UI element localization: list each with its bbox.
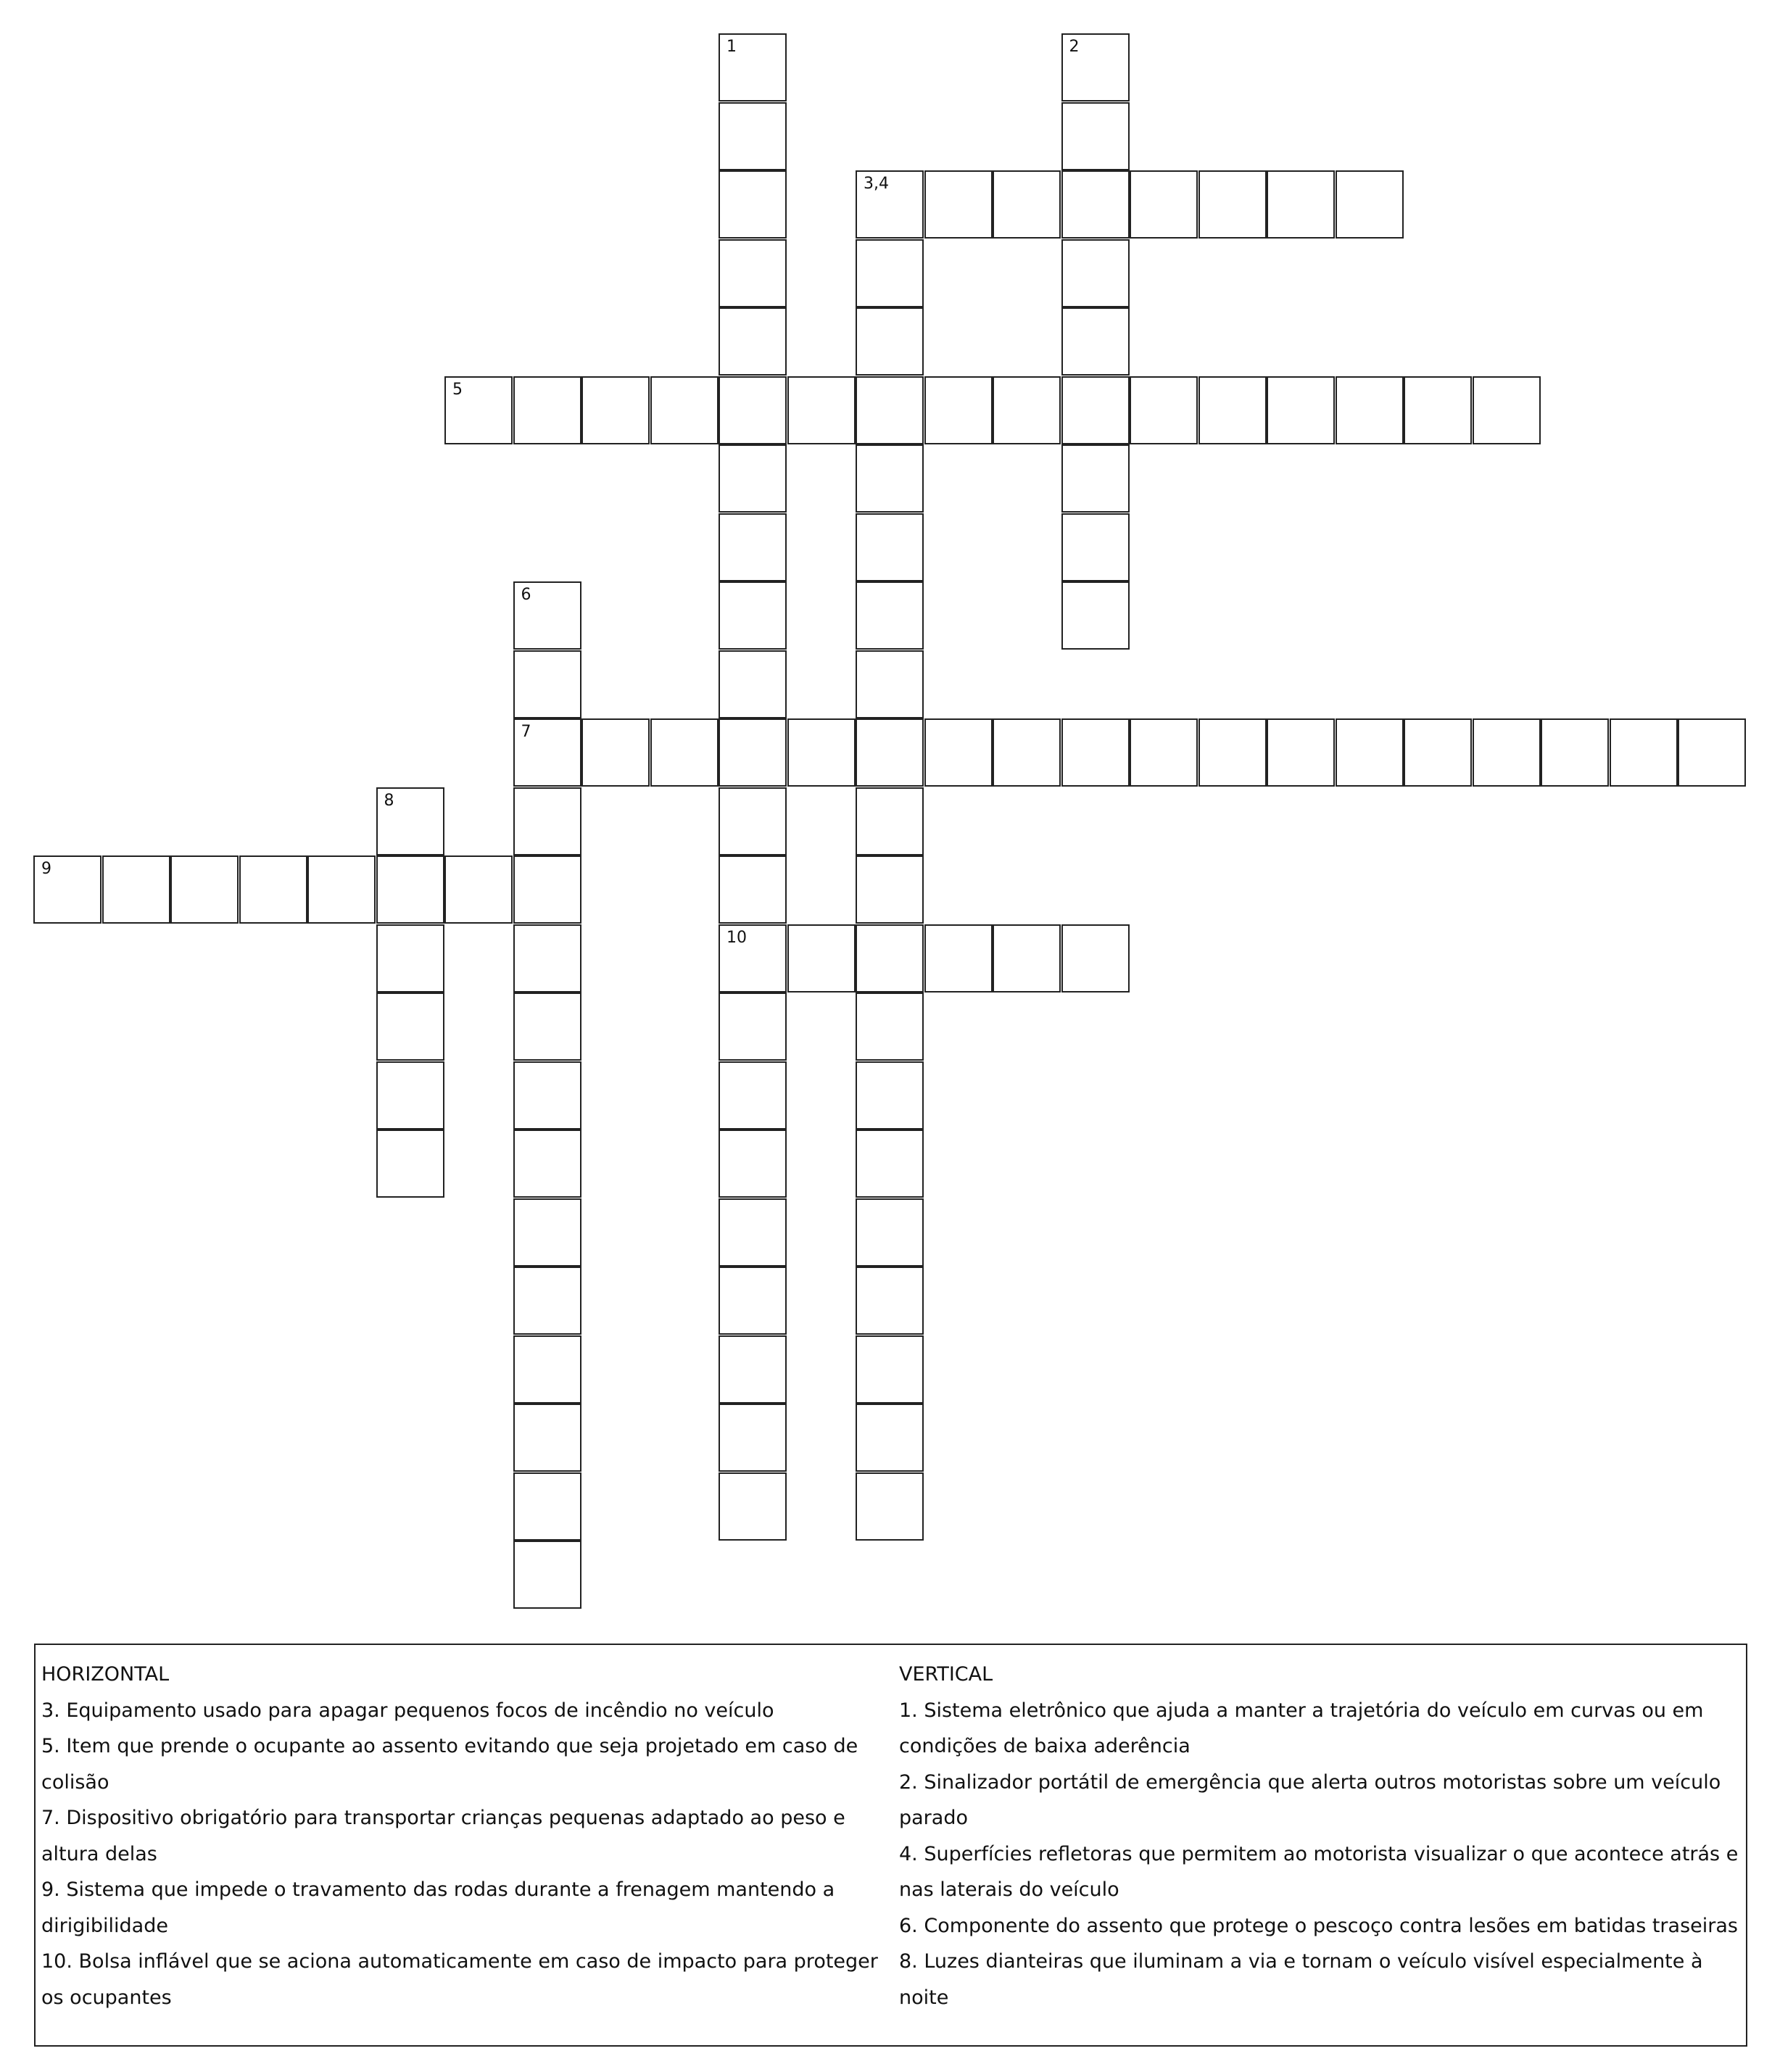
crossword-cell[interactable] <box>307 855 376 924</box>
crossword-cell[interactable] <box>581 718 650 787</box>
clue-line: 1. Sistema eletrônico que ajuda a manter a trajetória do veículo em curvas ou em <box>899 1699 1704 1722</box>
crossword-cell[interactable] <box>856 650 924 718</box>
crossword-cell[interactable] <box>1267 718 1335 787</box>
crossword-cell[interactable] <box>1061 513 1130 581</box>
horizontal-heading: HORIZONTAL <box>41 1663 170 1686</box>
clue-line: 5. Item que prende o ocupante ao assento evitando que seja projetado em caso de <box>41 1735 858 1757</box>
crossword-cell[interactable] <box>993 376 1061 444</box>
crossword-cell[interactable] <box>719 170 787 239</box>
crossword-cell[interactable] <box>856 1198 924 1267</box>
crossword-cell[interactable] <box>719 787 787 855</box>
clue-number: 7 <box>521 723 531 741</box>
clue-line: 3. Equipamento usado para apagar pequenos focos de incêndio no veículo <box>41 1699 774 1722</box>
crossword-cell[interactable] <box>856 993 924 1061</box>
crossword-cell[interactable] <box>787 718 856 787</box>
crossword-cell[interactable] <box>513 650 581 718</box>
crossword-cell[interactable] <box>719 444 787 513</box>
crossword-cell[interactable] <box>376 1130 444 1198</box>
crossword-cell[interactable] <box>856 1130 924 1198</box>
crossword-cell[interactable] <box>513 376 581 444</box>
clue-number: 2 <box>1069 38 1080 56</box>
crossword-cell[interactable] <box>1130 376 1198 444</box>
crossword-cell[interactable] <box>513 993 581 1061</box>
clue-line: 7. Dispositivo obrigatório para transportar crianças pequenas adaptado ao peso e <box>41 1807 845 1829</box>
crossword-cell[interactable] <box>1061 102 1130 170</box>
crossword-cell[interactable] <box>650 718 719 787</box>
crossword-cell[interactable] <box>1061 924 1130 993</box>
crossword-cell[interactable] <box>376 787 444 855</box>
crossword-cell[interactable] <box>513 855 581 924</box>
clue-line: 8. Luzes dianteiras que iluminam a via e tornam o veículo visível especialmente à noite <box>899 1950 1703 2009</box>
crossword-cell[interactable] <box>376 924 444 993</box>
crossword-cell[interactable] <box>581 376 650 444</box>
clue-number: 10 <box>726 928 747 947</box>
crossword-cell[interactable] <box>856 239 924 307</box>
crossword-cell[interactable] <box>719 1061 787 1130</box>
crossword-cell[interactable] <box>1198 718 1267 787</box>
crossword-cell[interactable] <box>513 581 581 650</box>
crossword-cell[interactable] <box>719 376 787 444</box>
crossword-cell[interactable] <box>719 1130 787 1198</box>
clue-line: 10. Bolsa inflável que se aciona automaticamente em caso de impacto para proteger <box>41 1950 878 1973</box>
crossword-cell[interactable] <box>856 1061 924 1130</box>
horizontal-clues <box>41 1657 890 2015</box>
crossword-cell[interactable] <box>719 650 787 718</box>
crossword-cell[interactable] <box>513 1130 581 1198</box>
crossword-cell[interactable] <box>1061 239 1130 307</box>
crossword-cell[interactable] <box>856 376 924 444</box>
crossword-cell[interactable] <box>856 513 924 581</box>
crossword-cell[interactable] <box>719 924 787 993</box>
crossword-cell[interactable] <box>719 307 787 376</box>
clues-box <box>34 1644 1747 2047</box>
crossword-cell[interactable] <box>1061 581 1130 650</box>
crossword-cell[interactable] <box>513 1335 581 1404</box>
crossword-cell[interactable] <box>513 1061 581 1130</box>
clue-line: os ocupantes <box>41 1986 172 2009</box>
crossword-cell[interactable] <box>719 581 787 650</box>
crossword-cell[interactable] <box>719 718 787 787</box>
crossword-cell[interactable] <box>1061 444 1130 513</box>
crossword-cell[interactable] <box>719 1335 787 1404</box>
crossword-cell[interactable] <box>1061 33 1130 101</box>
crossword-cell[interactable] <box>719 855 787 924</box>
crossword-cell[interactable] <box>856 1472 924 1541</box>
clue-number: 6 <box>521 586 531 604</box>
crossword-cell[interactable] <box>719 1267 787 1335</box>
crossword-cell[interactable] <box>924 718 993 787</box>
crossword-cell[interactable] <box>444 376 513 444</box>
vertical-heading: VERTICAL <box>899 1663 993 1686</box>
crossword-cell[interactable] <box>856 1404 924 1472</box>
crossword-cell[interactable] <box>856 581 924 650</box>
clue-line: colisão <box>41 1770 109 1794</box>
crossword-cell[interactable] <box>1473 718 1541 787</box>
crossword-cell[interactable] <box>1541 718 1609 787</box>
crossword-cell[interactable] <box>239 855 307 924</box>
crossword-cell[interactable] <box>719 1472 787 1541</box>
crossword-cell[interactable] <box>1198 376 1267 444</box>
crossword-cell[interactable] <box>376 1061 444 1130</box>
clue-line: nas laterais do veículo <box>899 1878 1119 1901</box>
crossword-cell[interactable] <box>1061 376 1130 444</box>
crossword-cell[interactable] <box>787 924 856 993</box>
crossword-cell[interactable] <box>102 855 170 924</box>
crossword-cell[interactable] <box>1336 718 1404 787</box>
crossword-cell[interactable] <box>33 855 102 924</box>
crossword-cell[interactable] <box>993 718 1061 787</box>
crossword-cell[interactable] <box>856 307 924 376</box>
crossword-cell[interactable] <box>719 513 787 581</box>
crossword-cell[interactable] <box>1678 718 1746 787</box>
crossword-cell[interactable] <box>513 1198 581 1267</box>
crossword-cell[interactable] <box>719 102 787 170</box>
crossword-cell[interactable] <box>1404 376 1472 444</box>
clue-line: 9. Sistema que impede o travamento das rodas durante a frenagem mantendo a <box>41 1878 835 1901</box>
vertical-clues <box>899 1657 1744 2015</box>
crossword-cell[interactable] <box>513 924 581 993</box>
clue-number: 3,4 <box>864 175 889 193</box>
crossword-cell[interactable] <box>856 170 924 239</box>
crossword-cell[interactable] <box>444 855 513 924</box>
clue-line: 6. Componente do assento que protege o pescoço contra lesões em batidas traseiras <box>899 1914 1738 1937</box>
crossword-cell[interactable] <box>856 855 924 924</box>
crossword-cell[interactable] <box>1267 376 1335 444</box>
clue-line: altura delas <box>41 1842 157 1865</box>
clue-number: 1 <box>726 38 737 56</box>
crossword-cell[interactable] <box>1336 170 1404 239</box>
clue-number: 9 <box>41 860 51 878</box>
crossword-cell[interactable] <box>513 718 581 787</box>
crossword-cell[interactable] <box>170 855 239 924</box>
crossword-cell[interactable] <box>650 376 719 444</box>
crossword-cell[interactable] <box>376 993 444 1061</box>
crossword-cell[interactable] <box>856 444 924 513</box>
crossword-cell[interactable] <box>513 1404 581 1472</box>
crossword-cell[interactable] <box>1610 718 1678 787</box>
crossword-cell[interactable] <box>924 924 993 993</box>
crossword-cell[interactable] <box>856 1267 924 1335</box>
crossword-cell[interactable] <box>719 1404 787 1472</box>
crossword-cell[interactable] <box>1061 718 1130 787</box>
crossword-cell[interactable] <box>513 1541 581 1609</box>
crossword-cell[interactable] <box>856 787 924 855</box>
crossword-cell[interactable] <box>513 1267 581 1335</box>
clue-line: condições de baixa aderência <box>899 1735 1191 1757</box>
crossword-cell[interactable] <box>719 239 787 307</box>
crossword-cell[interactable] <box>1404 718 1472 787</box>
crossword-cell[interactable] <box>856 924 924 993</box>
crossword-cell[interactable] <box>1198 170 1267 239</box>
crossword-cell[interactable] <box>376 855 444 924</box>
clue-number: 8 <box>384 791 394 810</box>
clue-line: dirigibilidade <box>41 1914 168 1937</box>
crossword-cell[interactable] <box>719 993 787 1061</box>
clue-line: parado <box>899 1807 968 1829</box>
crossword-cell[interactable] <box>1130 718 1198 787</box>
crossword-cell[interactable] <box>787 376 856 444</box>
crossword-cell[interactable] <box>993 924 1061 993</box>
crossword-cell[interactable] <box>993 170 1061 239</box>
crossword-cell[interactable] <box>513 787 581 855</box>
crossword-cell[interactable] <box>856 1335 924 1404</box>
crossword-cell[interactable] <box>924 376 993 444</box>
crossword-cell[interactable] <box>1336 376 1404 444</box>
crossword-cell[interactable] <box>1061 307 1130 376</box>
crossword-cell[interactable] <box>1267 170 1335 239</box>
crossword-cell[interactable] <box>856 718 924 787</box>
crossword-cell[interactable] <box>1061 170 1130 239</box>
crossword-cell[interactable] <box>513 1472 581 1541</box>
crossword-cell[interactable] <box>1130 170 1198 239</box>
crossword-cell[interactable] <box>924 170 993 239</box>
clue-number: 5 <box>452 380 463 399</box>
clue-line: 4. Superfícies refletoras que permitem ao motorista visualizar o que acontece atrás e <box>899 1842 1739 1865</box>
crossword-cell[interactable] <box>719 33 787 101</box>
crossword-cell[interactable] <box>1473 376 1541 444</box>
clue-line: 2. Sinalizador portátil de emergência que alerta outros motoristas sobre um veículo <box>899 1770 1721 1794</box>
crossword-cell[interactable] <box>719 1198 787 1267</box>
